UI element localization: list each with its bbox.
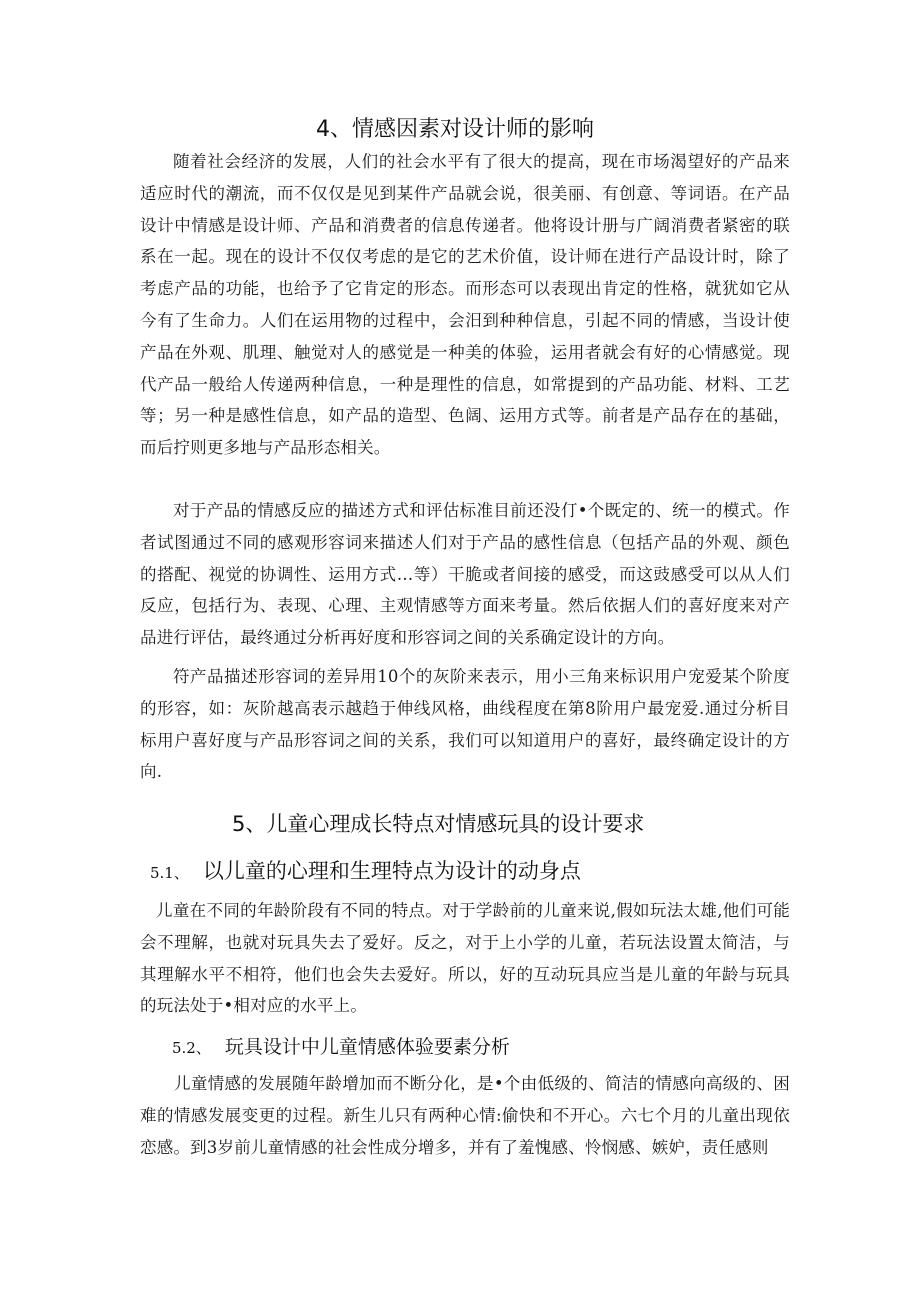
section-5-2-heading — [172, 1032, 510, 1063]
section-5-1-heading — [150, 856, 581, 888]
section-5-2-number: 5.2、 — [172, 1039, 211, 1057]
section-5-1-title: 以儿童的心理和生理特点为设计的动身点 — [202, 859, 581, 883]
section-5-2-paragraph: 儿童情感的发展随年龄增加而不断分化，是•个由低级的、简洁的情感向高级的、困难的情感发展变更的过程。新生儿只有两种心情:偷快和不开心。六七个月的儿童出现依恋感。到3岁前儿童情感的社会性成分增多，并有了羞愧感、怜悯感、嫉妒，责任感则 — [140, 1074, 790, 1157]
section-4-paragraph-1: 随着社会经济的发展，人们的社会水平有了很大的提高，现在市场渴望好的产品来适应时代的潮流，而不仅仅是见到某件产品就会说，很美丽、有创意、等词语。在产品设计中情感是设计师、产品和消费者的信息传递者。他将设计册与广阔消费者紧密的联系在一起。现在的设计不仅仅考虑的是它的艺术价值，设计师在进行产品设计时，除了考虑产品的功能，也给予了它肯定的形态。而形态可以表现出肯定的性格，就犹如它从今有了生命力。人们在运用物的过程中，会汨到种种信息，引起不同的情感，当设计使产品在外观、肌理、触觉对人的感觉是一种美的体验，运用者就会有好的心情感觉。现代产品一般给人传递两种信息，一种是理性的信息，如常提到的产品功能、材料、工艺等；另一种是感性信息，如产品的造型、色阔、运用方式等。前者是产品存在的基础，而后拧则更多地与产品形态相关。 — [140, 152, 790, 458]
section-4-heading: 4、情感因素对设计师的影响 — [316, 117, 594, 142]
section-4-paragraph-2: 对于产品的情感反应的描述方式和评估标准目前还没仃•个既定的、统一的模式。作者试图通过不同的感观形容词来描述人们对于产品的感性信息（包括产品的外观、颜色的搭配、视觉的协调性、运用方式…等）干脆或者间接的感受，而这豉感受可以从人们反应，包括行为、表现、心理、主观情感等方面来考量。然后依据人们的喜好度来对产品进行评估，最终通过分析再好度和形容词之间的关系确定设计的方向。 — [140, 501, 790, 648]
section-5-1-number: 5.1、 — [150, 864, 189, 882]
section-4-paragraph-3: 符产品描述形容词的差异用10个的灰阶来表示，用小三角来标识用户宠爱某个阶度的形容，如：灰阶越高表示越趋于伸线风格，曲线程度在第8阶用户最宠爱.通过分析目标用户喜好度与产品形容词之间的关系，我们可以知道用户的喜好，最终确定设计的方向. — [140, 667, 790, 782]
section-5-1-paragraph: 儿童在不同的年龄阶段有不同的特点。对于学龄前的儿童来说,假如玩法太雄,他们可能会不理解，也就对玩具失去了爱好。反之，对于上小学的儿童，若玩法设置太简洁，与其理解水平不相符，他们也会失去爱好。所以，好的互动玩具应当是儿童的年龄与玩具的玩法处于•相对应的水平上。 — [140, 901, 790, 1016]
section-5-heading: 5、儿童心理成长特点对情感玩具的设计要求 — [232, 812, 645, 836]
section-5-2-title: 玩具设计中儿童情感体验要素分析 — [224, 1036, 510, 1058]
